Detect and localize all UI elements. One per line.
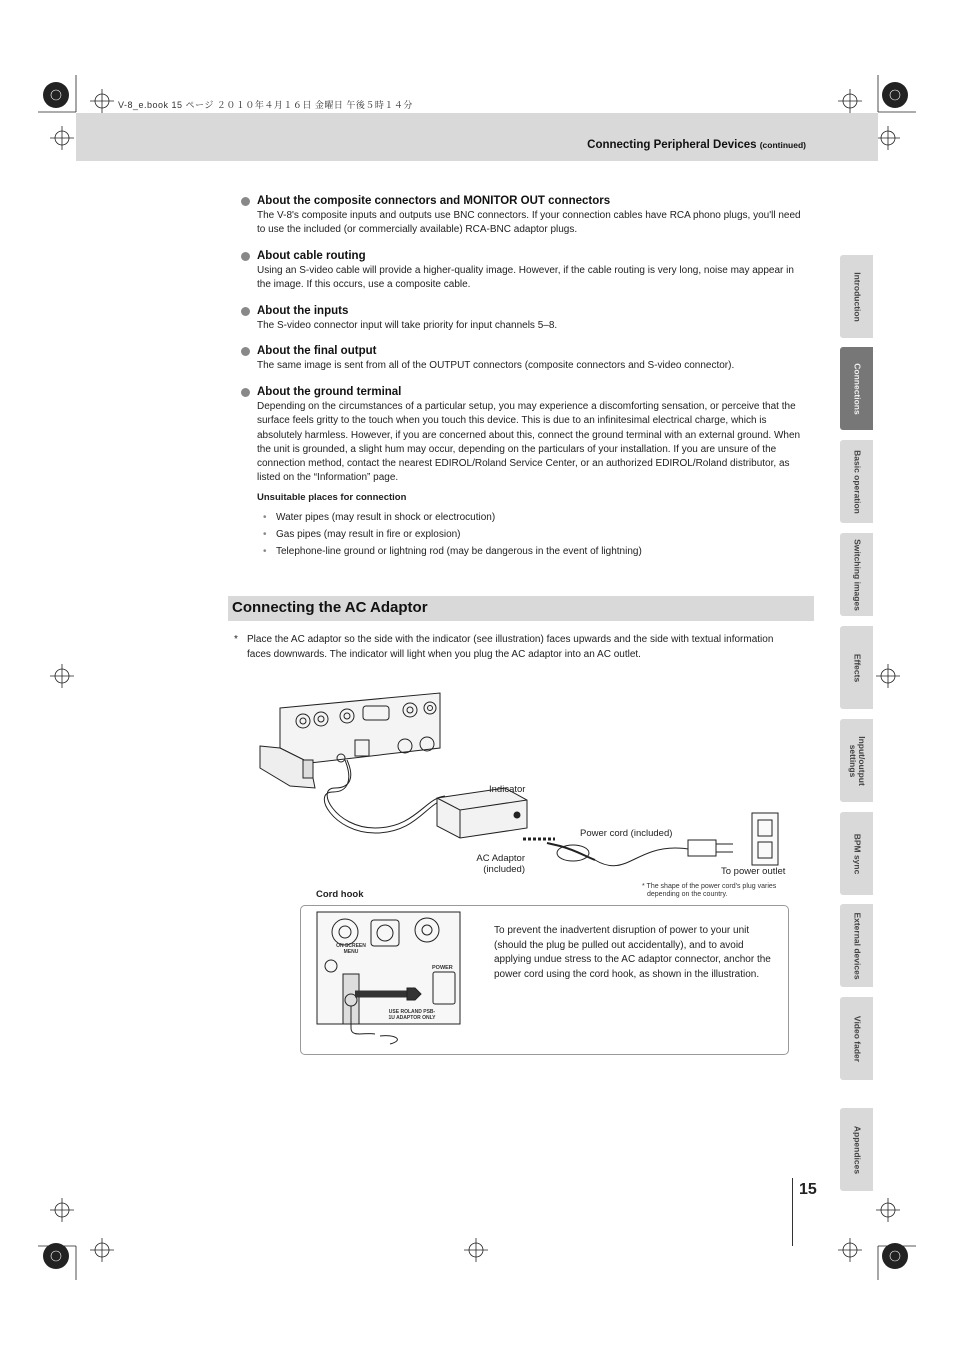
section-title: About the ground terminal (241, 386, 801, 398)
section-title: About the inputs (241, 305, 801, 317)
section-body: The S-video connector input will take priority for input channels 5–8. (257, 320, 558, 331)
tab-connections[interactable] (840, 347, 873, 430)
ac-section-title: Connecting the AC Adaptor (232, 599, 428, 616)
section-title: About the composite connectors and MONITOR OUT connectors (241, 195, 801, 207)
ac-note (234, 632, 794, 662)
plug-shape-note: * The shape of the power cord's plug varies depending on the country. (642, 883, 777, 898)
cord-hook-label: Cord hook (316, 889, 364, 900)
on-screen-menu-label: ON SCREEN MENU (336, 943, 366, 955)
note-marker: * (234, 634, 238, 645)
tab-label: Connections (852, 362, 862, 415)
tab-label: Video fader (852, 1015, 862, 1062)
bullet-dot-icon (241, 252, 250, 261)
page-number-rule (792, 1178, 793, 1246)
tab-label: External devices (852, 911, 862, 980)
header-band (76, 113, 878, 161)
tab-switching-images[interactable] (840, 533, 873, 616)
section-title: About the final output (241, 345, 801, 357)
section-body: Depending on the circumstances of a particular setup, you may experience a discomforting sensation, or perceive that the surface feels gritty to the touch when you touch this device. This is due to an infinitesimal electrical charge, which is absolutely harmless. However, if you are concerned about this, connect the ground terminal with an external ground. When the unit is grounded, a slight hum may occur, depending on the particulars of your installation. If you are unsure of the connection method, contact the nearest EDIROL/Roland Service Center, or an authorized EDIROL/Roland distributor, as listed on the “Information” page. (257, 401, 801, 484)
ac-adaptor-illustration (255, 688, 795, 903)
unsuitable-heading: Unsuitable places for connection (257, 491, 407, 503)
power-outlet-label: To power outlet (721, 866, 786, 877)
tab-video-fader[interactable] (840, 997, 873, 1080)
tab-effects[interactable] (840, 626, 873, 709)
bullet-dot-icon (241, 347, 250, 356)
tab-label: Input/output settings (847, 735, 867, 786)
page-number: 15 (799, 1181, 817, 1198)
note-text: Place the AC adaptor so the side with the indicator (see illustration) faces upwards and the side with textual information faces downwards. The indicator will light when you plug the AC adaptor into an AC outlet. (247, 634, 774, 660)
cord-hook-text: To prevent the inadvertent disruption of power to your unit (should the plug be pulled out accidentally), and to avoid applying undue stress to the AC adaptor connector, anchor the power cord using the cord hook, as shown in the illustration. (494, 925, 771, 980)
section-final-output (241, 345, 801, 373)
indicator-label: Indicator (489, 784, 526, 795)
section-cable-routing (241, 250, 801, 293)
tab-label: Switching images (852, 538, 862, 611)
adaptor-only-label: USE ROLAND PSB-1U ADAPTOR ONLY (388, 1009, 436, 1021)
tab-label: Basic operation (852, 449, 862, 514)
tab-label: Effects (852, 653, 862, 682)
tab-basic-operation[interactable] (840, 440, 873, 523)
section-body: The same image is sent from all of the OUTPUT connectors (composite connectors and S-video connector). (257, 360, 735, 371)
tab-appendices[interactable] (840, 1108, 873, 1191)
bullet-dot-icon (241, 307, 250, 316)
tab-bpm-sync[interactable] (840, 812, 873, 895)
section-body: Using an S-video cable will provide a higher-quality image. However, if the cable routing is very long, noise may appear in the image. If this occurs, use a composite cable. (257, 265, 794, 291)
header-title: Connecting Peripheral Devices (587, 139, 757, 151)
power-cord-label: Power cord (included) (580, 828, 673, 839)
section-body: The V-8's composite inputs and outputs use BNC connectors. If your connection cables have RCA phono plugs, you'll need to use the included (or commercially available) RCA-BNC adaptor plugs. (257, 210, 801, 236)
tab-label: Introduction (852, 271, 862, 322)
section-composite (241, 195, 801, 238)
tab-label: Appendices (852, 1125, 862, 1174)
section-inputs (241, 305, 801, 333)
bullet-dot-icon (241, 197, 250, 206)
running-header (587, 139, 806, 151)
unsuitable-list (241, 509, 801, 560)
tab-introduction[interactable] (840, 255, 873, 338)
bullet-dot-icon (241, 388, 250, 397)
cord-hook-illustration (315, 910, 465, 1050)
power-label: POWER (432, 965, 453, 971)
list-item: • Gas pipes (may result in fire or explosion) (276, 526, 801, 543)
ac-adaptor-label: AC Adaptor (included) (476, 853, 525, 875)
header-continued: (continued) (759, 140, 806, 150)
section-ground-terminal (241, 386, 801, 560)
tab-external-devices[interactable] (840, 904, 873, 987)
tab-input-output-settings[interactable] (840, 719, 873, 802)
tab-label: BPM sync (852, 833, 862, 874)
list-item: • Telephone-line ground or lightning rod (may be dangerous in the event of lightning) (276, 543, 801, 560)
section-title: About cable routing (241, 250, 801, 262)
list-item: • Water pipes (may result in shock or electrocution) (276, 509, 801, 526)
print-info-line: V-8_e.book 15 ページ ２０１０年４月１６日 金曜日 午後５時１４分 (118, 100, 413, 110)
